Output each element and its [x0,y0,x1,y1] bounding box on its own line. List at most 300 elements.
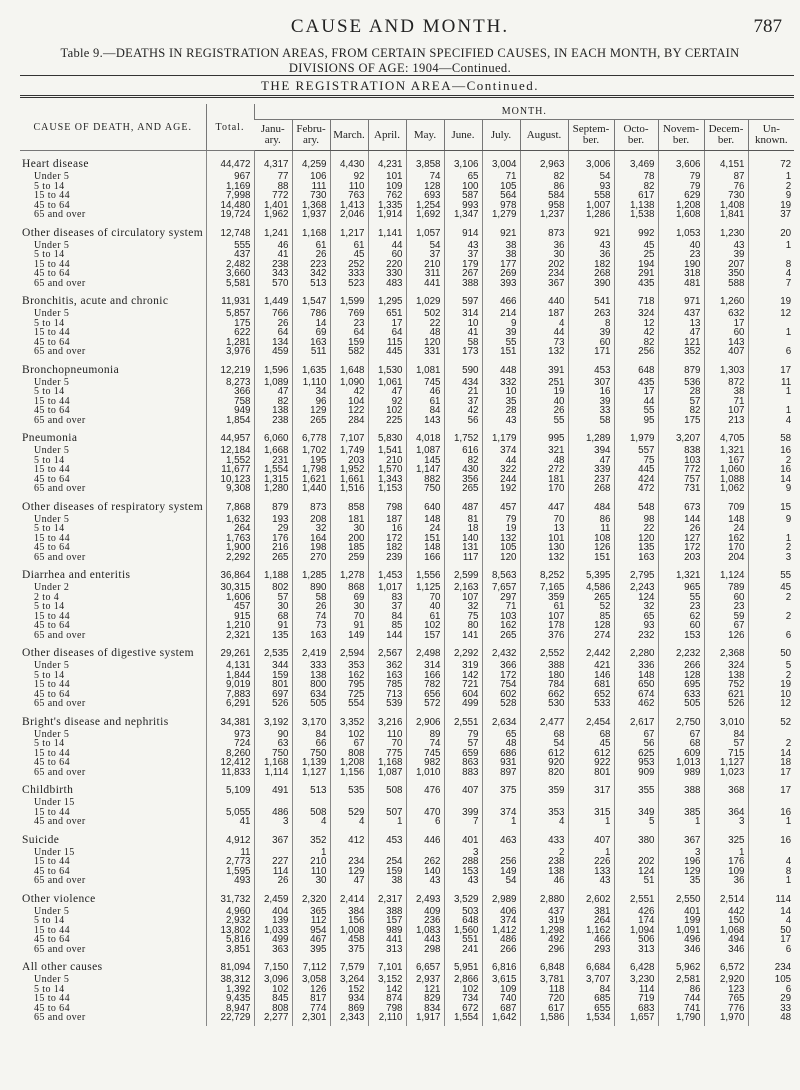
month-cell: 75 [444,612,482,622]
month-cell: 311 [406,269,444,279]
month-cell: 834 [406,1004,444,1014]
age-row [20,680,794,690]
cause-label: Other diseases of respiratory system [22,500,204,513]
month-cell: 1,254 [406,201,444,211]
month-cell: 1,168 [292,220,330,241]
month-cell: 4,151 [704,151,748,173]
month-cell: 109 [704,867,748,877]
month-cell: 78 [614,172,658,182]
month-cell: 57 [444,739,482,749]
month-cell: 288 [444,857,482,867]
month-cell: 458 [330,935,368,945]
month-cell: 239 [368,553,406,563]
month-cell: 203 [658,553,704,563]
month-cell: 50 [748,640,794,661]
total-cell: 1,595 [206,867,254,877]
month-cell: 554 [330,699,368,709]
month-cell: 713 [368,690,406,700]
month-cell: 466 [482,288,520,309]
month-cell: 32 [614,602,658,612]
month-cell: 1,702 [292,446,330,456]
month-cell: 4 [520,319,568,329]
month-cell: 103 [482,612,520,622]
age-row [20,406,794,416]
month-cell: 75 [614,456,658,466]
total-cell: 30,315 [206,583,254,593]
age-row [20,475,794,485]
total-cell: 1,632 [206,515,254,525]
month-cell: 3 [658,848,704,858]
month-cell [568,798,614,808]
age-label: 15 to 44 [34,680,70,690]
month-cell: 172 [482,671,520,681]
table-title: Table 9.—DEATHS IN REGISTRATION AREAS, FROM CERTAIN SPECIFIED CAUSES, IN EACH MONTH, BY CERTAIN [60,46,740,60]
month-cell: 114 [614,985,658,995]
month-cell: 187 [520,309,568,319]
month-cell: 38 [704,387,748,397]
month-cell: 445 [368,347,406,357]
month-cell: 143 [704,338,748,348]
month-cell: 353 [520,808,568,818]
age-label: Under 5 [34,309,70,319]
age-label: 15 to 44 [34,328,70,338]
month-cell: 632 [704,309,748,319]
month-cell: 313 [614,945,658,955]
month-cell: 1,538 [614,210,658,220]
age-row [20,553,794,563]
month-cell: 786 [292,309,330,319]
month-cell: 296 [520,945,568,955]
month-cell: 2,419 [292,640,330,661]
age-row [20,210,794,220]
total-cell: 2,932 [206,916,254,926]
month-cell: 256 [482,857,520,867]
month-cell: 6 [748,347,794,357]
total-cell: 973 [206,730,254,740]
month-cell: 6,848 [520,954,568,975]
month-cell: 772 [658,465,704,475]
month-cell: 60 [568,338,614,348]
month-cell: 241 [444,945,482,955]
month-cell: 26 [292,250,330,260]
month-cell: 648 [444,916,482,926]
age-label: Under 5 [34,661,70,671]
month-cell: 2,634 [482,709,520,730]
month-cell: 196 [658,857,704,867]
total-cell: 8,273 [206,378,254,388]
month-cell: 982 [406,758,444,768]
month-cell: 1,937 [292,210,330,220]
month-cell: 48 [406,328,444,338]
month-cell: 3,207 [658,425,704,446]
month-cell: 139 [254,916,292,926]
month-cell: 1,952 [330,465,368,475]
month-cell: 192 [482,484,520,494]
month-cell: 507 [368,808,406,818]
month-cell: 118 [520,985,568,995]
month-cell: 272 [520,465,568,475]
month-cell: 52 [748,709,794,730]
month-cell: 1,208 [658,201,704,211]
age-row [20,994,794,1004]
total-cell: 10,123 [206,475,254,485]
month-cell: 68 [658,739,704,749]
month-cell: 1,599 [330,288,368,309]
month-cell: 231 [254,456,292,466]
month-cell: 37 [368,602,406,612]
month-cell: 1,088 [704,475,748,485]
month-cell: 16 [748,465,794,475]
month-cell: 1,449 [254,288,292,309]
month-cell: 331 [406,347,444,357]
month-cell: 90 [254,730,292,740]
month-cell: 132 [520,347,568,357]
age-row [20,848,794,858]
month-cell: 6 [748,945,794,955]
month-cell: 376 [520,631,568,641]
total-cell: 11,931 [206,288,254,309]
month-cell: 470 [406,808,444,818]
month-cell: 129 [658,867,704,877]
month-cell: 1,295 [368,288,406,309]
month-cell: 393 [482,279,520,289]
age-label: 45 to 64 [34,935,70,945]
month-cell: 874 [368,994,406,1004]
month-cell: 1 [748,406,794,416]
month-cell [254,848,292,858]
age-label: 5 to 14 [34,524,65,534]
month-cell: 621 [704,690,748,700]
month-cell: 993 [444,201,482,211]
month-cell: 1,516 [330,484,368,494]
month-cell: 46 [406,387,444,397]
month-cell: 715 [704,749,748,759]
month-cell: 430 [444,465,482,475]
month-cell: 4 [748,857,794,867]
month-cell: 3,707 [568,975,614,985]
month-cell: 789 [704,583,748,593]
month-cell: 163 [368,671,406,681]
cause-label: Other diseases of digestive system [22,647,195,659]
month-cell: 86 [520,182,568,192]
month-cell: 344 [254,661,292,671]
total-cell: 4,131 [206,661,254,671]
month-cell: 434 [444,378,482,388]
age-label: 65 and over [34,699,86,709]
month-cell: 269 [482,269,520,279]
month-cell: 508 [292,808,330,818]
month-cell: 23 [330,319,368,329]
month-cell: 71 [482,172,520,182]
cause-label: Bronchitis, acute and chronic [22,295,169,307]
month-cell: 36 [568,250,614,260]
month-cell: 72 [748,151,794,173]
total-cell: 8,947 [206,1004,254,1014]
month-cell: 588 [704,279,748,289]
month-cell: 1,208 [330,758,368,768]
month-cell: 1,089 [254,378,292,388]
month-cell: 42 [330,387,368,397]
month-cell: 110 [292,867,330,877]
month-cell: 38 [482,250,520,260]
month-cell: 7,112 [292,954,330,975]
month-cell: 1 [748,817,794,827]
month-cell: 829 [406,994,444,1004]
month-cell: 508 [368,777,406,798]
total-cell: 3,976 [206,347,254,357]
month-cell: 762 [368,191,406,201]
month-cell: 2,368 [704,640,748,661]
month-cell: 564 [482,191,520,201]
month-cell: 223 [292,260,330,270]
month-cell: 3,010 [704,709,748,730]
month-cell: 61 [406,612,444,622]
month-cell: 44 [482,456,520,466]
month-cell: 1,237 [520,210,568,220]
month-cell: 954 [292,926,330,936]
month-cell: 17 [748,935,794,945]
age-row [20,631,794,641]
month-cell: 298 [406,945,444,955]
month-cell: 557 [614,446,658,456]
total-cell: 8,260 [206,749,254,759]
month-cell: 4 [520,817,568,827]
month-cell: 23 [658,250,704,260]
month-cell: 1,094 [614,926,658,936]
month-cell: 745 [406,378,444,388]
month-cell: 4,231 [368,151,406,173]
age-row [20,1004,794,1014]
month-cell: 163 [292,338,330,348]
month-cell: 131 [444,543,482,553]
month-cell: 58 [748,425,794,446]
age-label: Under 5 [34,377,70,387]
month-cell: 43 [568,241,614,251]
month-cell: 1,621 [292,475,330,485]
month-cell: 67 [330,739,368,749]
month-cell: 319 [444,661,482,671]
month-cell: 672 [444,1004,482,1014]
month-cell: 1,260 [704,288,748,309]
month-cell: 238 [520,857,568,867]
month-cell: 16 [748,808,794,818]
month-cell: 3,004 [482,151,520,173]
month-cell: 35 [482,397,520,407]
age-row [20,808,794,818]
month-cell: 252 [330,260,368,270]
month-cell: 2,343 [330,1013,368,1026]
month-cell: 499 [254,935,292,945]
month-cell: 12 [748,309,794,319]
age-row [20,945,794,955]
month-cell: 1,289 [568,425,614,446]
month-cell: 883 [444,768,482,778]
month-cell: 9 [748,484,794,494]
age-label: 65 and over [34,484,86,494]
month-cell: 143 [406,416,444,426]
month-cell: 2,243 [614,583,658,593]
month-cell: 978 [482,201,520,211]
age-label: 65 and over [34,278,86,288]
month-cell: 6 [748,631,794,641]
month-cell: 67 [704,621,748,631]
month-cell: 47 [568,456,614,466]
month-cell: 6,060 [254,425,292,446]
total-cell: 724 [206,739,254,749]
total-cell: 38,312 [206,975,254,985]
month-cell: 466 [568,935,614,945]
cause-label: Bronchopneumonia [22,363,120,376]
month-cell: 496 [658,935,704,945]
month-cell: 93 [568,182,614,192]
month-cell: 757 [658,475,704,485]
month-cell: 226 [568,857,614,867]
age-row [20,484,794,494]
month-cell: 572 [406,699,444,709]
month-cell: 4 [330,817,368,827]
month-cell: 346 [704,945,748,955]
month-cell: 43 [568,876,614,886]
age-label: Under 5 [34,729,70,739]
cause-row [20,709,794,730]
month-cell: 412 [330,827,368,848]
month-cell: 6,778 [292,425,330,446]
month-cell: 151 [406,534,444,544]
month-cell: 476 [406,777,444,798]
month-cell: 22 [614,524,658,534]
month-cell: 265 [444,484,482,494]
month-cell: 817 [292,994,330,1004]
age-row [20,328,794,338]
age-label: 15 to 44 [34,857,70,867]
month-cell: 570 [254,279,292,289]
month-cell: 404 [254,907,292,917]
month-cell: 2,963 [520,151,568,173]
month-cell: 4 [748,269,794,279]
month-cell: 57 [704,739,748,749]
month-cell: 13 [658,319,704,329]
total-cell: 34,381 [206,709,254,730]
month-cell: 800 [292,680,330,690]
month-cell: 177 [482,260,520,270]
total-cell: 2,321 [206,631,254,641]
month-cell: 1,343 [368,475,406,485]
month-cell: 362 [368,661,406,671]
month-cell: 45 [330,250,368,260]
month-cell: 47 [368,387,406,397]
month-cell: 79 [658,172,704,182]
month-cell: 1 [292,848,330,858]
month-cell [658,798,704,808]
month-cell: 958 [520,201,568,211]
month-cell: 740 [482,994,520,1004]
month-cell: 1,554 [254,465,292,475]
month-cell: 43 [406,876,444,886]
month-cell: 134 [254,338,292,348]
month-cell: 1,570 [368,465,406,475]
month-cell: 265 [482,631,520,641]
cause-label: All other causes [22,961,103,973]
month-cell: 381 [568,907,614,917]
age-row [20,172,794,182]
total-cell: 5,816 [206,935,254,945]
month-cell: 442 [704,907,748,917]
month-cell: 363 [254,945,292,955]
month-cell: 1,179 [482,425,520,446]
month-cell: 164 [292,534,330,544]
age-label: Under 5 [34,446,70,456]
month-cell: 214 [482,309,520,319]
month-cell: 18 [444,524,482,534]
month-cell: 1,315 [254,475,292,485]
month-cell: 446 [406,827,444,848]
cause-label: Bright's disease and nephritis [22,715,169,728]
month-cell: 513 [292,279,330,289]
month-cell: 33 [748,1004,794,1014]
month-cell: 237 [568,475,614,485]
month-cell [444,798,482,808]
month-cell: 8 [568,319,614,329]
month-cell: 61 [330,241,368,251]
month-cell: 65 [482,730,520,740]
age-label: 5 to 14 [34,250,65,260]
month-cell: 317 [568,777,614,798]
total-cell: 758 [206,397,254,407]
month-cell: 879 [254,494,292,515]
month-cell: 43 [444,241,482,251]
total-cell: 1,552 [206,456,254,466]
total-cell [206,798,254,808]
month-cell: 193 [254,515,292,525]
month-cell: 108 [568,534,614,544]
month-cell: 1 [568,848,614,858]
month-cell: 2 [748,612,794,622]
month-cell: 148 [406,515,444,525]
month-cell: 149 [482,867,520,877]
month-cell: 920 [520,758,568,768]
area-title: THE REGISTRATION AREA—Continued. [260,78,540,93]
month-cell: 124 [614,867,658,877]
month-cell: 1 [368,817,406,827]
month-cell: 138 [704,671,748,681]
month-cell: 506 [614,935,658,945]
month-header: Septem-ber. [568,120,614,151]
age-row [20,602,794,612]
total-cell: 3,851 [206,945,254,955]
month-cell: 1,635 [292,357,330,378]
month-cell: 921 [568,220,614,241]
month-cell: 58 [568,416,614,426]
age-row [20,416,794,426]
month-cell: 17 [614,387,658,397]
month-cell: 674 [614,690,658,700]
age-row [20,387,794,397]
age-row [20,749,794,759]
month-cell: 367 [254,827,292,848]
month-cell: 36 [520,241,568,251]
month-cell: 2,599 [444,562,482,583]
month-cell: 1,061 [368,378,406,388]
age-row [20,621,794,631]
age-row [20,798,794,808]
month-cell: 407 [444,777,482,798]
month-cell: 6 [406,817,444,827]
month-cell: 4,259 [292,151,330,173]
month-cell: 558 [568,191,614,201]
month-cell: 210 [292,857,330,867]
month-cell: 270 [292,553,330,563]
month-cell: 367 [520,279,568,289]
